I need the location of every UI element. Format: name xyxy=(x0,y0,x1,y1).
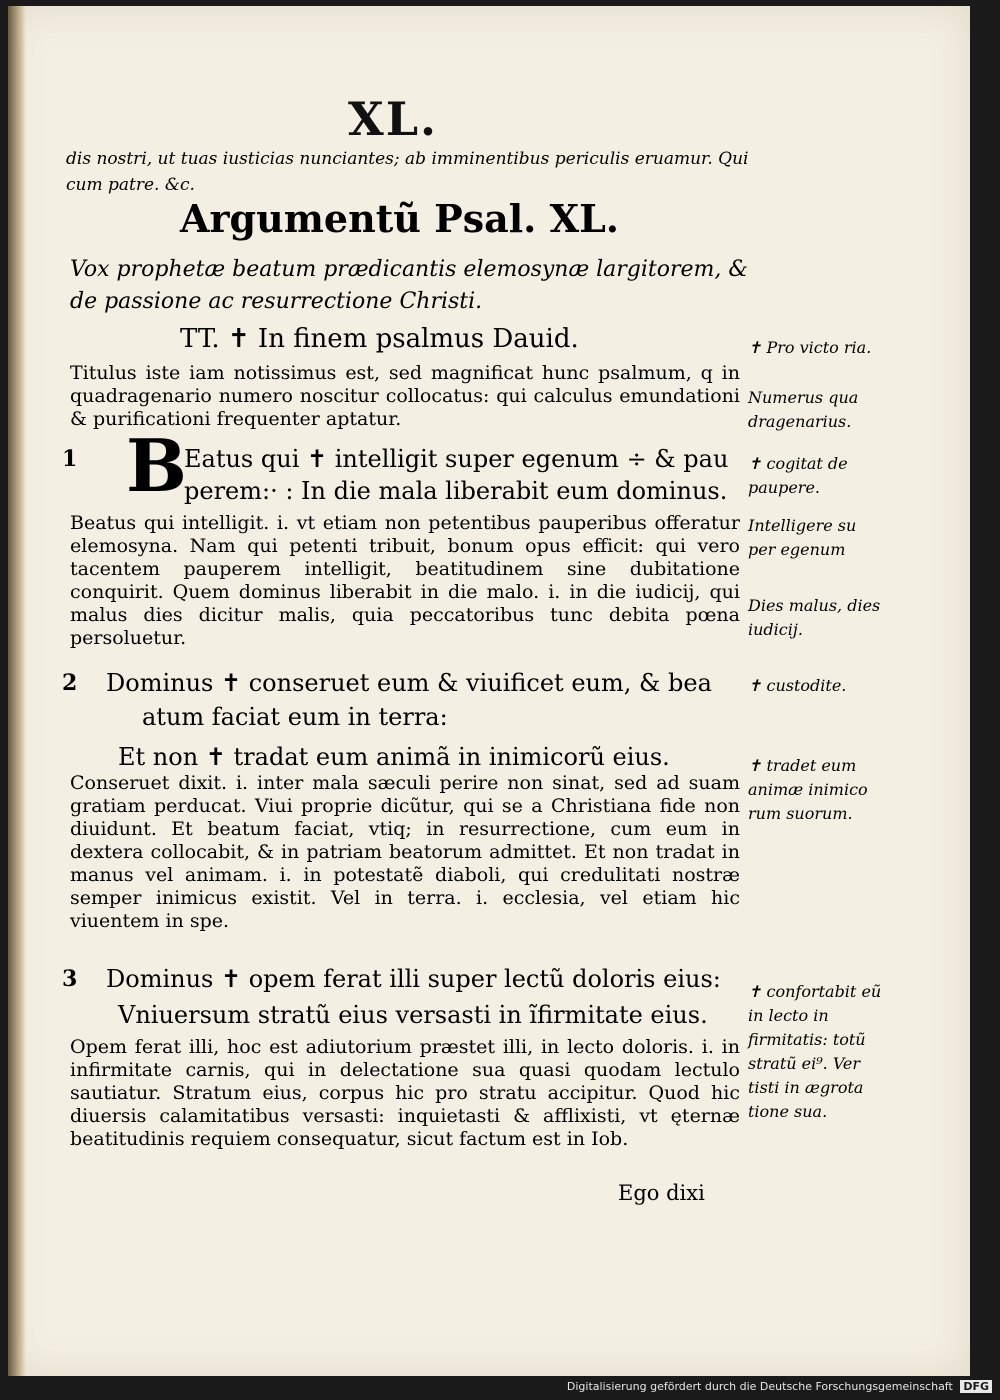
verse-2-line-1: Dominus ✝ conseruet eum & viuificet eum, & bea xyxy=(106,669,712,697)
margin-note-6: ✝ custodite. xyxy=(748,676,847,695)
margin-note-5: Dies malus, dies iudicij. xyxy=(748,596,881,639)
book-spine-shadow xyxy=(8,6,26,1376)
dfg-logo: DFG xyxy=(960,1380,992,1393)
margin-note-8: ✝ confortabit eũ in lecto in firmitatis: totũ stratũ ei⁹. Ver tisti in ægrota tione sua. xyxy=(748,982,882,1121)
catchword: Ego dixi xyxy=(618,1181,705,1205)
margin-note-2: Numerus qua dragenarius. xyxy=(748,388,859,431)
psalm-titulus: TT. ✝ In finem psalmus Dauid. xyxy=(180,324,579,354)
dfg-funding-footer xyxy=(567,1380,992,1393)
commentary-verse-3: Opem ferat illi, hoc est adiutorium præstet illi, in lecto doloris. i. in infirmitate carnis, qui in delectatione sua quasi quodam lectulo sautiatur. Stratum eius, corpus hic pro stratu accipitur. Quod hic diuersis calamitatibus versasti: inquietasti & afflixisti, vt ęternæ beatitudinis requiem consequatur, sicut factum est in Iob. xyxy=(70,1036,740,1150)
verse-3-line-2: Vniuersum stratũ eius versasti in ĩfirmitate eius. xyxy=(118,1001,708,1029)
margin-note-4: Intelligere su per egenum xyxy=(748,516,857,559)
folio-number: XL. xyxy=(348,92,439,146)
verse-number-2: 2 xyxy=(62,670,78,696)
footer-text: Digitalisierung gefördert durch die Deutsche Forschungsgemeinschaft xyxy=(566,1380,953,1393)
verse-3-line-1: Dominus ✝ opem ferat illi super lectũ doloris eius: xyxy=(106,965,721,993)
continuation-text: dis nostri, ut tuas iusticias nunciantes; ab imminentibus periculis eruamur. Qui cum patre. &c. xyxy=(66,149,749,195)
book-page xyxy=(8,6,970,1376)
commentary-titulus: Titulus iste iam notissimus est, sed magnificat hunc psalmum, q in quadragenario numero noscitur collocatus: qui calculus emundationi & purificationi frequenter aptatur. xyxy=(70,362,740,430)
margin-note-7: ✝ tradet eum animæ inimico rum suorum. xyxy=(748,756,868,823)
commentary-verse-1: Beatus qui intelligit. i. vt etiam non petentibus pauperibus offeratur elemosyna. Nam qui petenti tribuit, bonum opus efficit: qui vero tacentem pauperem intelligit, beatitudinem sine dubitatione conquirit. Quem dominus liberabit in die malo. i. in die iudicij, qui malus dies dicitur malis, quia peccatoribus tunc debita pœna persoluetur. xyxy=(70,512,740,649)
verse-1-line-2: perem:· : In die mala liberabit eum dominus. xyxy=(184,477,728,505)
verse-number-3: 3 xyxy=(62,966,78,992)
commentary-verse-2: Conseruet dixit. i. inter mala sæculi perire non sinat, sed ad suam gratiam perducat. Viui proprie dicũtur, qui se a Christiana fide non diuidunt. Et beatum faciat, vtiq; in resurrectione, cum eum in dextera collocabit, & in patriam beatorum admittet. Et non tradat in manus vel animam. i. in potestatẽ diaboli, qui credulitati nostræ semper inimicus existit. Vel in terra. i. ecclesia, vel etiam hic viuentem in spe. xyxy=(70,772,740,932)
argument-title: Argumentũ Psal. XL. xyxy=(180,196,620,241)
verse-2-line-3: Et non ✝ tradat eum animã in inimicorũ eius. xyxy=(118,743,670,771)
drop-cap: B xyxy=(126,423,187,508)
argument-text: Vox prophetæ beatum prædicantis elemosynæ largitorem, & de passione ac resurrectione Christi. xyxy=(70,257,748,314)
margin-note-1: ✝ Pro victo ria. xyxy=(748,338,872,357)
margin-note-3: ✝ cogitat de paupere. xyxy=(748,454,848,497)
verse-number-1: 1 xyxy=(62,446,78,472)
verse-1-line-1: Eatus qui ✝ intelligit super egenum ÷ & pau xyxy=(184,445,729,473)
verse-2-line-2: atum faciat eum in terra: xyxy=(142,703,448,731)
